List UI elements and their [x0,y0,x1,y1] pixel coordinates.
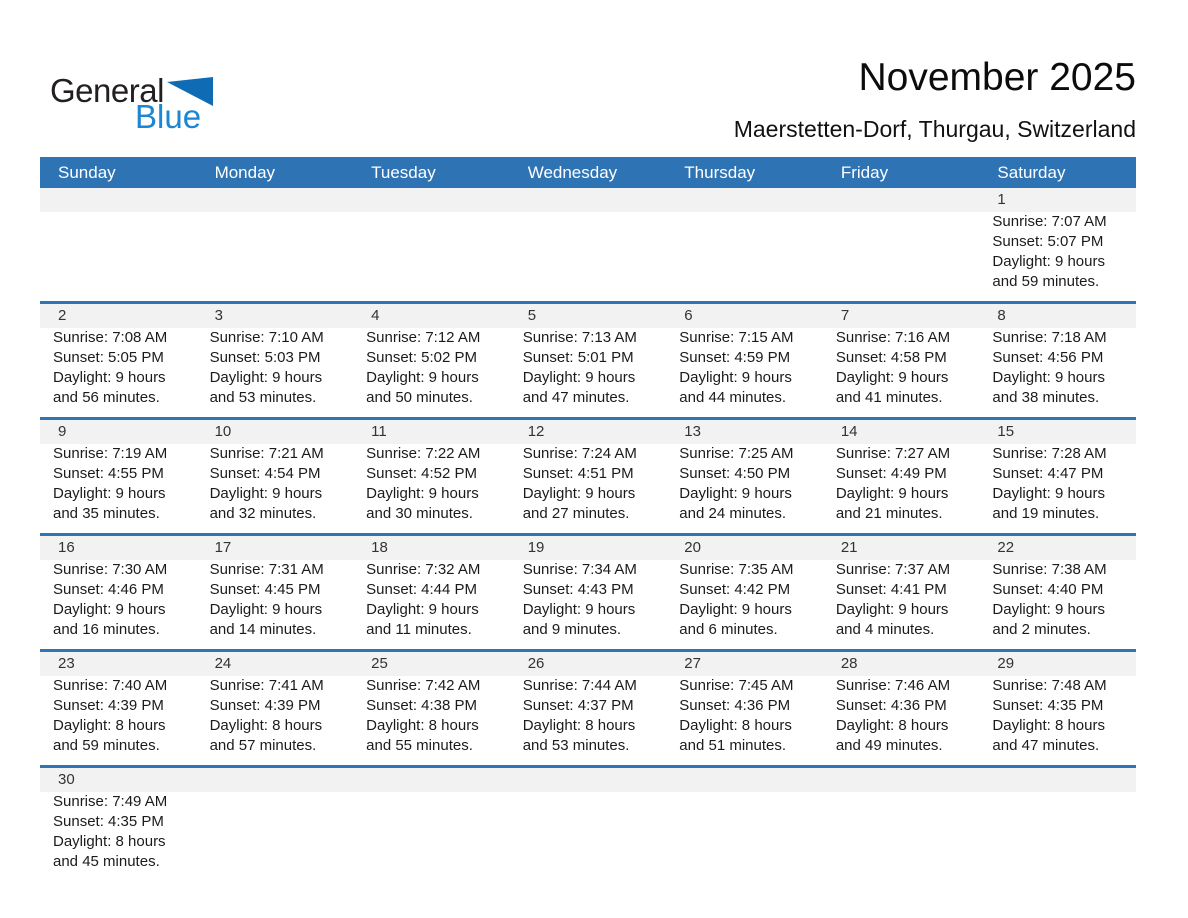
calendar [40,157,1136,881]
day-number: 28 [840,655,858,672]
daylight-minutes-text: and 49 minutes. [835,737,943,754]
daylight-minutes-text: and 45 minutes. [53,853,160,870]
calendar-cell [353,652,510,765]
page-subtitle: Maerstetten-Dorf, Thurgau, Switzerland [733,116,1136,142]
day-number: 30 [58,771,75,788]
day-number: 14 [840,423,858,440]
daylight-minutes-text: and 11 minutes. [366,621,472,638]
calendar-cell [823,536,980,649]
daylight-hours-text: Daylight: 9 hours [53,485,166,502]
sunrise-text: Sunrise: 7:08 AM [53,329,168,346]
sunset-text: Sunset: 4:38 PM [366,697,478,714]
daylight-minutes-text: and 21 minutes. [835,505,943,522]
sunrise-text: Sunrise: 7:38 AM [992,561,1107,578]
sunrise-text: Sunrise: 7:07 AM [992,213,1107,230]
daylight-hours-text: Daylight: 9 hours [992,485,1105,502]
daylight-minutes-text: and 35 minutes. [53,505,160,522]
week-row [40,304,1136,417]
daylight-minutes-text: and 24 minutes. [679,505,787,522]
calendar-cell [666,652,823,765]
daylight-hours-text: Daylight: 9 hours [679,601,792,618]
daylight-hours-text: Daylight: 8 hours [53,717,166,734]
calendar-cell [197,536,354,649]
daylight-hours-text: Daylight: 9 hours [679,485,792,502]
week-row [40,652,1136,765]
calendar-cell-empty [510,188,667,301]
sunrise-text: Sunrise: 7:40 AM [53,677,168,694]
calendar-cell-empty [823,768,980,881]
day-number: 10 [214,423,232,440]
sunset-text: Sunset: 4:42 PM [679,581,791,598]
daylight-minutes-text: and 53 minutes. [209,389,317,406]
calendar-cell [353,420,510,533]
sunset-text: Sunset: 4:46 PM [53,581,164,598]
sunrise-text: Sunrise: 7:19 AM [53,445,168,462]
daylight-minutes-text: and 55 minutes. [366,737,473,754]
day-number: 5 [527,307,537,324]
day-number: 25 [371,655,388,672]
calendar-cell [510,420,667,533]
sunrise-text: Sunrise: 7:12 AM [366,329,481,346]
day-number: 7 [840,307,850,324]
weekday-header-row [40,157,1136,188]
sunrise-text: Sunrise: 7:42 AM [366,677,481,694]
daylight-hours-text: Daylight: 8 hours [209,717,323,734]
calendar-cell-empty [353,768,510,881]
day-number: 1 [997,191,1006,208]
calendar-cell-empty [197,188,354,301]
day-number: 21 [840,539,858,556]
calendar-cell [40,304,197,417]
sunset-text: Sunset: 5:01 PM [522,349,634,366]
calendar-cell [510,652,667,765]
calendar-cell [197,304,354,417]
daylight-hours-text: Daylight: 9 hours [992,601,1105,618]
weekday-header-sunday: Sunday [58,163,116,182]
daylight-hours-text: Daylight: 8 hours [679,717,792,734]
daylight-minutes-text: and 16 minutes. [53,621,160,638]
sunset-text: Sunset: 4:39 PM [53,697,164,714]
daylight-minutes-text: and 53 minutes. [522,737,630,754]
general-blue-logo [50,72,213,135]
sunset-text: Sunset: 5:02 PM [366,349,478,366]
sunset-text: Sunset: 4:36 PM [679,697,791,714]
daylight-hours-text: Daylight: 9 hours [522,601,636,618]
calendar-cell-empty [353,188,510,301]
week-row [40,536,1136,649]
day-number: 9 [58,423,67,440]
sunrise-text: Sunrise: 7:28 AM [992,445,1107,462]
daylight-minutes-text: and 47 minutes. [522,389,630,406]
calendar-cell-empty [197,768,354,881]
sunset-text: Sunset: 5:05 PM [53,349,164,366]
calendar-cell [666,420,823,533]
calendar-cell [353,536,510,649]
week-row [40,188,1136,301]
sunrise-text: Sunrise: 7:45 AM [679,677,794,694]
sunrise-text: Sunrise: 7:31 AM [209,561,324,578]
daylight-minutes-text: and 57 minutes. [209,737,317,754]
daylight-minutes-text: and 59 minutes. [992,273,1100,290]
sunrise-text: Sunrise: 7:15 AM [679,329,794,346]
daylight-minutes-text: and 59 minutes. [53,737,160,754]
daylight-minutes-text: and 51 minutes. [679,737,787,754]
day-number: 27 [684,655,701,672]
daylight-hours-text: Daylight: 9 hours [209,369,323,386]
daylight-hours-text: Daylight: 9 hours [209,485,323,502]
sunset-text: Sunset: 4:37 PM [522,697,634,714]
calendar-cell-empty [666,188,823,301]
sunset-text: Sunset: 4:50 PM [679,465,791,482]
daylight-minutes-text: and 41 minutes. [835,389,943,406]
sunset-text: Sunset: 4:45 PM [209,581,321,598]
calendar-cell [40,420,197,533]
daylight-hours-text: Daylight: 8 hours [992,717,1105,734]
week-cells [40,304,1136,417]
sunset-text: Sunset: 4:40 PM [992,581,1104,598]
daylight-hours-text: Daylight: 9 hours [992,253,1105,270]
day-number: 12 [527,423,545,440]
day-number: 19 [527,539,545,556]
sunrise-text: Sunrise: 7:16 AM [835,329,951,346]
day-number: 20 [684,539,701,556]
week-cells [40,420,1136,533]
sunset-text: Sunset: 4:39 PM [209,697,321,714]
calendar-cell [979,304,1136,417]
page-title: November 2025 [858,56,1136,99]
daylight-hours-text: Daylight: 9 hours [835,485,949,502]
sunset-text: Sunset: 5:07 PM [992,233,1104,250]
sunrise-text: Sunrise: 7:25 AM [679,445,794,462]
calendar-cell [353,304,510,417]
calendar-cell [510,536,667,649]
sunset-text: Sunset: 4:43 PM [522,581,634,598]
daylight-hours-text: Daylight: 9 hours [53,369,166,386]
calendar-cell [197,420,354,533]
daylight-minutes-text: and 50 minutes. [366,389,473,406]
daylight-minutes-text: and 4 minutes. [835,621,935,638]
calendar-cell [666,536,823,649]
calendar-cell [979,652,1136,765]
day-number: 4 [371,307,380,324]
sunset-text: Sunset: 4:47 PM [992,465,1104,482]
logo-text-general: General [50,72,164,109]
sunrise-text: Sunrise: 7:22 AM [366,445,481,462]
day-number: 26 [527,655,545,672]
sunset-text: Sunset: 4:55 PM [53,465,164,482]
calendar-cell-empty [823,188,980,301]
sunset-text: Sunset: 4:44 PM [366,581,478,598]
week-cells [40,536,1136,649]
sunrise-text: Sunrise: 7:27 AM [835,445,951,462]
sunrise-text: Sunrise: 7:30 AM [53,561,168,578]
daylight-hours-text: Daylight: 9 hours [53,601,166,618]
calendar-cell-empty [979,768,1136,881]
sunset-text: Sunset: 4:41 PM [835,581,947,598]
sunrise-text: Sunrise: 7:48 AM [992,677,1107,694]
day-number: 15 [997,423,1015,440]
daylight-hours-text: Daylight: 9 hours [522,485,636,502]
sunset-text: Sunset: 4:58 PM [835,349,947,366]
day-number: 22 [997,539,1015,556]
day-number: 23 [58,655,75,672]
day-number: 18 [371,539,388,556]
calendar-cell [823,420,980,533]
day-number: 13 [684,423,701,440]
calendar-cell [979,420,1136,533]
weekday-header-saturday: Saturday [997,163,1066,182]
sunrise-text: Sunrise: 7:24 AM [522,445,637,462]
sunrise-text: Sunrise: 7:35 AM [679,561,794,578]
calendar-cell [979,188,1136,301]
daylight-minutes-text: and 32 minutes. [209,505,317,522]
weekday-header-tuesday: Tuesday [371,163,436,182]
daylight-hours-text: Daylight: 9 hours [366,601,479,618]
calendar-cell [40,536,197,649]
daylight-hours-text: Daylight: 8 hours [522,717,636,734]
week-row [40,768,1136,881]
day-number: 29 [997,655,1015,672]
daylight-minutes-text: and 2 minutes. [992,621,1091,638]
daylight-minutes-text: and 47 minutes. [992,737,1100,754]
weeks-container [40,188,1136,881]
daylight-minutes-text: and 6 minutes. [679,621,778,638]
weekday-header-monday: Monday [214,163,276,182]
sunrise-text: Sunrise: 7:32 AM [366,561,481,578]
daylight-hours-text: Daylight: 9 hours [522,369,636,386]
calendar-cell [40,652,197,765]
daylight-minutes-text: and 44 minutes. [679,389,787,406]
sunset-text: Sunset: 4:59 PM [679,349,791,366]
weekday-header-friday: Friday [840,163,889,182]
sunrise-text: Sunrise: 7:49 AM [53,793,168,810]
calendar-cell-empty [40,188,197,301]
daylight-hours-text: Daylight: 9 hours [835,601,949,618]
sunrise-text: Sunrise: 7:10 AM [209,329,324,346]
day-number: 2 [58,307,67,324]
sunset-text: Sunset: 4:51 PM [522,465,634,482]
daylight-hours-text: Daylight: 8 hours [366,717,479,734]
day-number: 11 [371,423,387,440]
calendar-cell [510,304,667,417]
daylight-hours-text: Daylight: 9 hours [366,485,479,502]
sunset-text: Sunset: 4:35 PM [53,813,164,830]
calendar-cell [40,768,197,881]
logo-text-blue: Blue [135,98,202,135]
day-number: 8 [997,307,1006,324]
daylight-hours-text: Daylight: 8 hours [53,833,166,850]
daylight-hours-text: Daylight: 9 hours [209,601,323,618]
day-number: 6 [684,307,693,324]
sunrise-text: Sunrise: 7:46 AM [835,677,951,694]
daylight-hours-text: Daylight: 9 hours [366,369,479,386]
sunrise-text: Sunrise: 7:34 AM [522,561,637,578]
sunrise-text: Sunrise: 7:13 AM [522,329,637,346]
calendar-cell [823,304,980,417]
daylight-minutes-text: and 56 minutes. [53,389,160,406]
day-number: 16 [58,539,75,556]
sunrise-text: Sunrise: 7:21 AM [209,445,324,462]
week-cells [40,188,1136,301]
sunrise-text: Sunrise: 7:37 AM [835,561,951,578]
week-cells [40,768,1136,881]
daylight-minutes-text: and 30 minutes. [366,505,473,522]
sunset-text: Sunset: 4:49 PM [835,465,947,482]
calendar-cell [979,536,1136,649]
calendar-cell [666,304,823,417]
daylight-hours-text: Daylight: 8 hours [835,717,949,734]
daylight-hours-text: Daylight: 9 hours [679,369,792,386]
sunrise-text: Sunrise: 7:41 AM [209,677,324,694]
calendar-cell [197,652,354,765]
week-cells [40,652,1136,765]
sunset-text: Sunset: 4:52 PM [366,465,478,482]
sunset-text: Sunset: 4:54 PM [209,465,321,482]
sunrise-text: Sunrise: 7:44 AM [522,677,637,694]
sunset-text: Sunset: 4:36 PM [835,697,947,714]
calendar-cell [823,652,980,765]
daylight-hours-text: Daylight: 9 hours [835,369,949,386]
daylight-hours-text: Daylight: 9 hours [992,369,1105,386]
sunrise-text: Sunrise: 7:18 AM [992,329,1107,346]
day-number: 3 [214,307,223,324]
daylight-minutes-text: and 19 minutes. [992,505,1100,522]
daylight-minutes-text: and 9 minutes. [522,621,622,638]
day-number: 24 [214,655,232,672]
sunset-text: Sunset: 4:35 PM [992,697,1104,714]
daylight-minutes-text: and 38 minutes. [992,389,1100,406]
calendar-cell-empty [510,768,667,881]
day-number: 17 [214,539,232,556]
calendar-cell-empty [666,768,823,881]
weekday-header-wednesday: Wednesday [527,163,618,182]
daylight-minutes-text: and 14 minutes. [209,621,317,638]
week-row [40,420,1136,533]
sunset-text: Sunset: 5:03 PM [209,349,321,366]
sunset-text: Sunset: 4:56 PM [992,349,1104,366]
weekday-header-thursday: Thursday [684,163,756,182]
daylight-minutes-text: and 27 minutes. [522,505,630,522]
